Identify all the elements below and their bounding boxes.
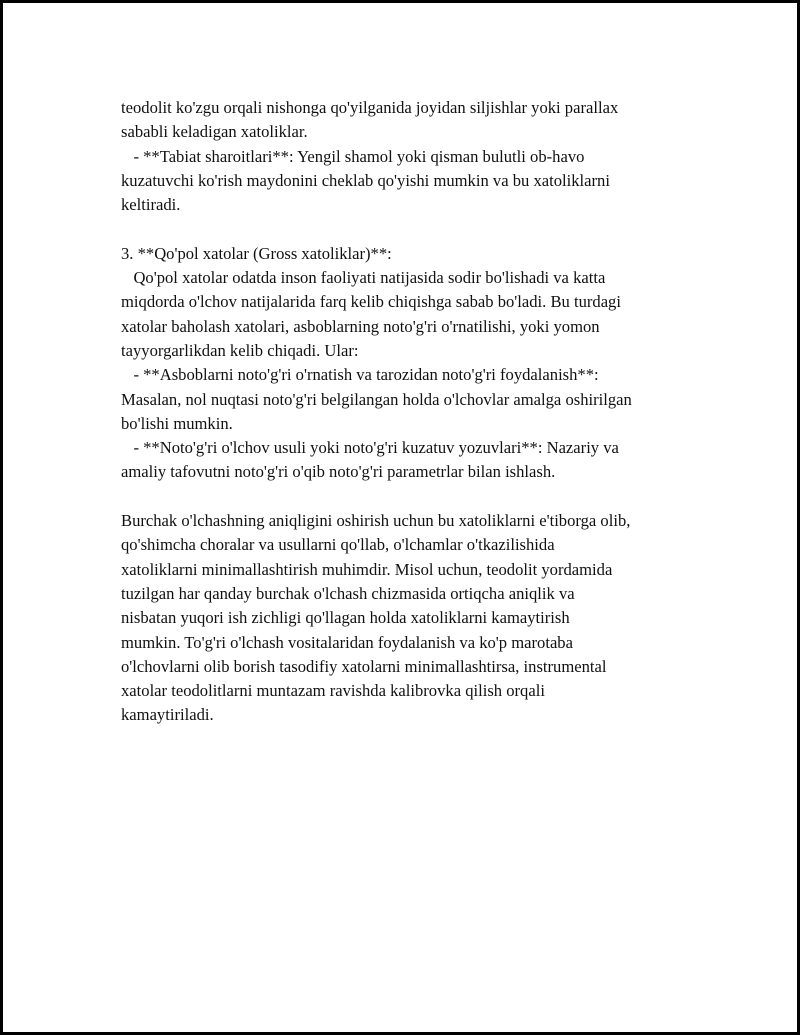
text-line: kuzatuvchi ko'rish maydonini cheklab qo'yishi mumkin va bu xatoliklarni [121, 170, 610, 190]
text-line: keltiradi. [121, 195, 181, 215]
text-line: xatolar teodolitlarni muntazam ravishda kalibrovka qilish orqali [121, 681, 545, 701]
text-line: miqdorda o'lchov natijalarida farq kelib chiqishga sabab bo'ladi. Bu turdagi [121, 292, 621, 312]
text-line: tayyorgarlikdan kelib chiqadi. Ular: [121, 340, 359, 360]
text-line: - **Noto'g'ri o'lchov usuli yoki noto'g'ri kuzatuv yozuvlari**: Nazariy va [121, 438, 619, 458]
gross-errors-item-method [121, 436, 691, 485]
text-line: - **Asboblarni noto'g'ri o'rnatish va tarozidan noto'g'ri foydalanish**: [121, 365, 599, 385]
text-line: amaliy tafovutni noto'g'ri o'qib noto'g'ri parametrlar bilan ishlash. [121, 462, 556, 482]
text-line: Masalan, nol nuqtasi noto'g'ri belgilangan holda o'lchovlar amalga oshirilgan [121, 389, 632, 409]
continuation-paragraph [121, 96, 691, 145]
text-line: Burchak o'lchashning aniqligini oshirish uchun bu xatoliklarni e'tiborga olib, [121, 511, 631, 531]
text-line: teodolit ko'zgu orqali nishonga qo'yilganida joyidan siljishlar yoki parallax [121, 98, 619, 117]
paragraph-gap [121, 217, 691, 241]
paragraph-gap [121, 485, 691, 509]
gross-errors-intro [121, 266, 691, 363]
gross-errors-item-instruments [121, 363, 691, 436]
text-line: xatoliklarni minimallashtirish muhimdir. Misol uchun, teodolit yordamida [121, 559, 613, 579]
text-line: bo'lishi mumkin. [121, 413, 233, 433]
text-line: o'lchovlarni olib borish tasodifiy xatolarni minimallashtirsa, instrumental [121, 656, 607, 676]
conclusion-paragraph [121, 509, 691, 728]
text-line: nisbatan yuqori ish zichligi qo'llagan holda xatoliklarni kamaytirish [121, 608, 570, 628]
text-line: kamaytiriladi. [121, 705, 214, 725]
text-line: Qo'pol xatolar odatda inson faoliyati natijasida sodir bo'lishadi va katta [121, 268, 606, 288]
text-line: xatolar baholash xatolari, asboblarning noto'g'ri o'rnatilishi, yoki yomon [121, 316, 600, 336]
gross-errors-heading: 3. **Qo'pol xatolar (Gross xatoliklar)**: [121, 243, 392, 263]
text-line: mumkin. To'g'ri o'lchash vositalaridan foydalanish va ko'p marotaba [121, 632, 573, 652]
text-line: qo'shimcha choralar va usullarni qo'llab, o'lchamlar o'tkazilishida [121, 535, 555, 555]
text-line: - **Tabiat sharoitlari**: Yengil shamol yoki qisman bulutli ob-havo [121, 146, 585, 166]
text-line: sababli keladigan xatoliklar. [121, 122, 308, 142]
text-line: tuzilgan har qanday burchak o'lchash chizmasida ortiqcha aniqlik va [121, 583, 575, 603]
nature-conditions-item [121, 145, 691, 218]
document-body [121, 96, 691, 728]
